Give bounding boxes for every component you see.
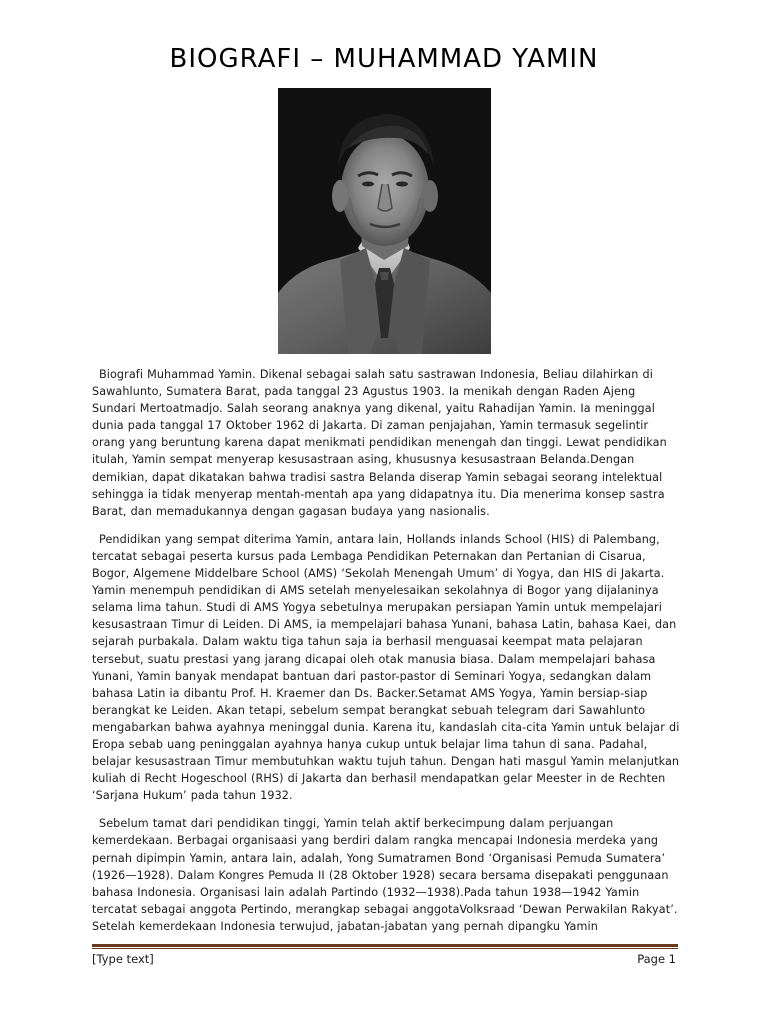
footer-rule-thick bbox=[92, 944, 678, 947]
paragraph-intro: Biografi Muhammad Yamin. Dikenal sebagai salah satu sastrawan Indonesia, Beliau dilahirkan di Sawahlunto, Sumatera Barat, pada tanggal 23 Agustus 1903. Ia menikah dengan Raden Ajeng Sundari Mertoatmadjo. Salah seorang anaknya yang dikenal, yaitu Rahadijan Yamin. Ia meninggal dunia pada tanggal 17 Oktober 1962 di Jakarta. Di zaman penjajahan, Yamin termasuk segelintir orang yang beruntung karena dapat menikmati pendidikan menengah dan tinggi. Lewat pendidikan itulah, Yamin sempat menyerap kesusastraan asing, khususnya kesusastraan Belanda.Dengan demikian, dapat dikatakan bahwa tradisi sastra Belanda diserap Yamin sebagai seorang intelektual sehingga ia tidak menyerap mentah-mentah apa yang didapatnya itu. Dia menerima konsep sastra Barat, dan memadukannya dengan gagasan budaya yang nasionalis. bbox=[92, 368, 667, 518]
footer-rule-thin bbox=[92, 948, 678, 949]
page-number: Page 1 bbox=[637, 952, 676, 966]
paragraph-education: Pendidikan yang sempat diterima Yamin, antara lain, Hollands inlands School (HIS) di Palembang, tercatat sebagai peserta kursus pada Lembaga Pendidikan Peternakan dan Pertanian di Cisarua, Bogor, Algemene Middelbare School (AMS) ‘Sekolah Menengah Umum’ di Yogya, dan HIS di Jakarta. Yamin menempuh pendidikan di AMS setelah menyelesaikan sekolahnya di Bogor yang dijalaninya selama lima tahun. Studi di AMS Yogya sebetulnya merupakan persiapan Yamin untuk mempelajari kesusastraan Timur di Leiden. Di AMS, ia mempelajari bahasa Yunani, bahasa Latin, bahasa Kaei, dan sejarah purbakala. Dalam waktu tiga tahun saja ia berhasil menguasai keempat mata pelajaran tersebut, suatu prestasi yang jarang dicapai oleh otak manusia biasa. Dalam mempelajari bahasa Yunani, Yamin banyak mendapat bantuan dari pastor-pastor di Seminari Yogya, sedangkan dalam bahasa Latin ia dibantu Prof. H. Kraemer dan Ds. Backer.Setamat AMS Yogya, Yamin bersiap-siap berangkat ke Leiden. Akan tetapi, sebelum sempat berangkat sebuah telegram dari Sawahlunto mengabarkan bahwa ayahnya meninggal dunia. Karena itu, kandaslah cita-cita Yamin untuk belajar di Eropa sebab uang peninggalan ayahnya hanya cukup untuk belajar lima tahun di sana. Padahal, belajar kesusastraan Timur membutuhkan waktu tujuh tahun. Dengan hati masgul Yamin melanjutkan kuliah di Recht Hogeschool (RHS) di Jakarta dan berhasil mendapatkan gelar Meester in de Rechten ‘Sarjana Hukum’ pada tahun 1932. bbox=[92, 532, 680, 803]
biography-body bbox=[92, 366, 682, 946]
footer-placeholder-text: [Type text] bbox=[92, 952, 154, 966]
document-title: BIOGRAFI – MUHAMMAD YAMIN bbox=[169, 44, 599, 74]
paragraph-activism: Sebelum tamat dari pendidikan tinggi, Yamin telah aktif berkecimpung dalam perjuangan kemerdekaan. Berbagai organisaasi yang berdiri dalam rangka mencapai Indonesia merdeka yang pernah dipimpin Yamin, antara lain, adalah, Yong Sumatramen Bond ‘Organisasi Pemuda Sumatera’ (1926—1928). Dalam Kongres Pemuda II (28 Oktober 1928) secara bersama disepakati penggunaan bahasa Indonesia. Organisasi lain adalah Partindo (1932—1938).Pada tahun 1938—1942 Yamin tercatat sebagai anggota Pertindo, merangkap sebagai anggotaVolksraad ‘Dewan Perwakilan Rakyat’. Setelah kemerdekaan Indonesia terwujud, jabatan-jabatan yang pernah dipangku Yamin bbox=[92, 817, 678, 933]
portrait-illustration bbox=[278, 88, 491, 354]
portrait-photo bbox=[278, 88, 491, 354]
